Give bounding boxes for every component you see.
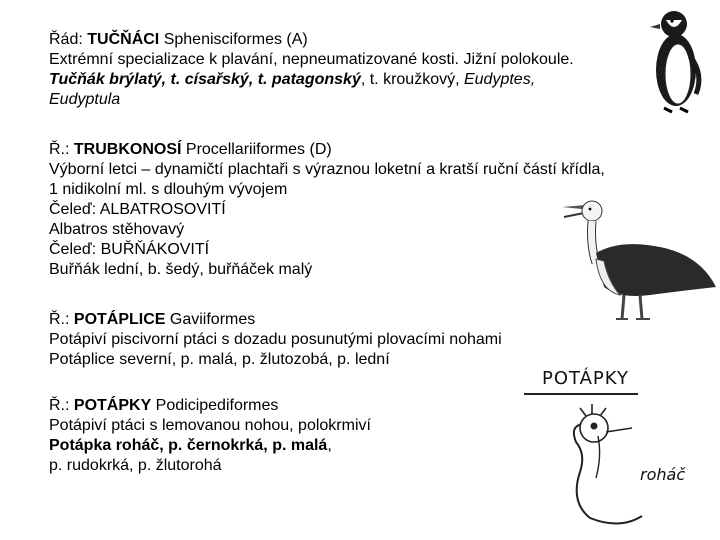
species-line: Potáplice severní, p. malá, p. žlutozobá, p. lední xyxy=(49,351,390,368)
grebe-caption-handwritten: roháč xyxy=(640,465,686,484)
grebe-illustration xyxy=(520,392,660,538)
description-line: 1 nidikolní ml. s dlouhým vývojem xyxy=(49,181,288,198)
description-line: Potápiví piscivorní ptáci s dozadu posunutými plovacími nohami xyxy=(49,331,502,348)
species-line: Eudyptula xyxy=(49,91,121,108)
grebe-heading-handwritten: POTÁPKY xyxy=(542,368,629,389)
family-heading: Čeleď: BUŘŇÁKOVITÍ xyxy=(49,241,210,258)
family-heading: Čeleď: ALBATROSOVITÍ xyxy=(49,201,226,218)
description-line: Potápiví ptáci s lemovanou nohou, polokrmiví xyxy=(49,417,371,434)
section-tubenoses xyxy=(49,140,605,280)
order-heading-penguins: Řád: TUČŇÁCI Sphenisciformes (A) xyxy=(49,31,308,48)
species-line: Potápka roháč, p. černokrká, p. malá, xyxy=(49,437,332,454)
species-line: Albatros stěhovavý xyxy=(49,221,185,238)
albatross-illustration xyxy=(560,195,720,325)
description-line: Extrémní specializace k plavání, nepneumatizované kosti. Jižní polokoule. xyxy=(49,51,574,68)
order-heading-tubenoses: Ř.: TRUBKONOSÍ Procellariiformes (D) xyxy=(49,141,332,158)
section-loons xyxy=(49,310,502,370)
species-line: p. rudokrká, p. žlutorohá xyxy=(49,457,222,474)
order-heading-loons: Ř.: POTÁPLICE Gaviiformes xyxy=(49,311,256,328)
species-line: Tučňák brýlatý, t. císařský, t. patagonský, t. kroužkový, Eudyptes, xyxy=(49,71,536,88)
section-grebes xyxy=(49,396,371,476)
penguin-illustration xyxy=(642,4,712,116)
order-heading-grebes: Ř.: POTÁPKY Podicipediformes xyxy=(49,397,279,414)
section-penguins xyxy=(49,30,574,110)
species-line: Buřňák lední, b. šedý, buřňáček malý xyxy=(49,261,313,278)
description-line: Výborní letci – dynamičtí plachtaři s výraznou loketní a kratší ruční částí křídla, xyxy=(49,161,605,178)
